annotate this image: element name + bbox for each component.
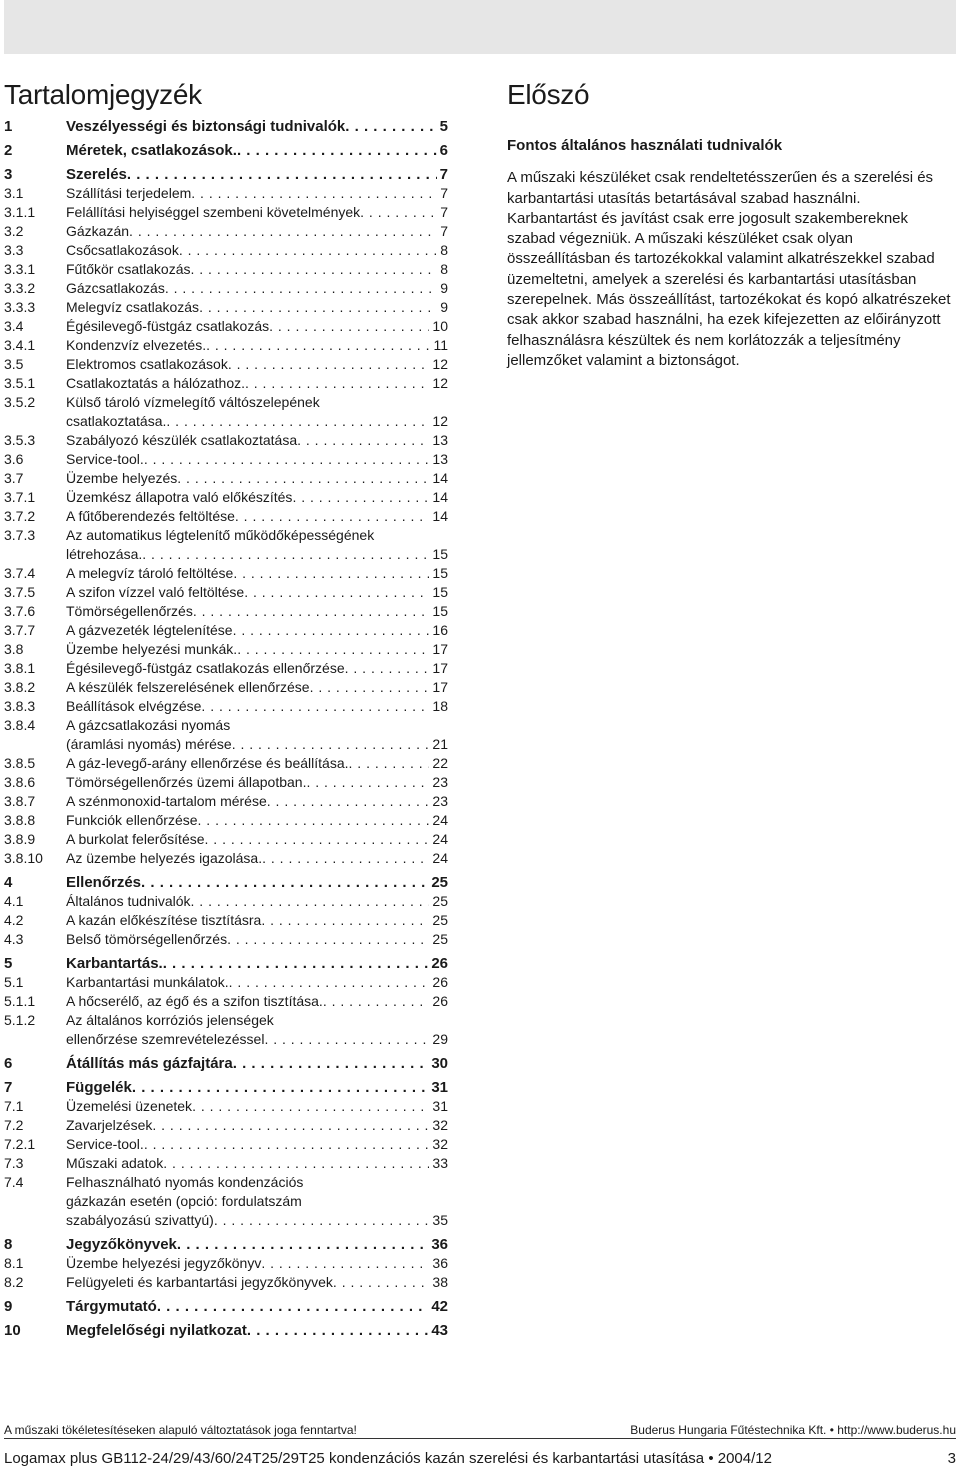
toc-entry[interactable] [4, 374, 448, 393]
toc-entry-page: 22 [432, 755, 448, 771]
toc-leader-dots [232, 735, 430, 754]
toc-entry-page: 8 [440, 242, 448, 258]
toc-entry-title: Üzemkész állapotra való előkészítés [66, 489, 293, 505]
toc-entry-number: 3.8.10 [4, 850, 43, 866]
toc-entry-number: 7 [4, 1079, 13, 1096]
toc-entry-number: 7.1 [4, 1098, 24, 1114]
toc-entry[interactable] [4, 1273, 448, 1292]
foreword-subtitle: Fontos általános használati tudnivalók [507, 137, 783, 154]
toc-leader-dots [245, 374, 429, 393]
toc-leader-dots [267, 792, 430, 811]
toc-entry-number: 4.3 [4, 931, 24, 947]
toc-entry-page: 42 [431, 1298, 448, 1315]
toc-entry[interactable] [4, 203, 448, 222]
toc-entry[interactable] [4, 621, 448, 640]
toc-leader-dots [191, 260, 438, 279]
toc-entry[interactable] [4, 811, 448, 830]
toc-entry-number: 3.7 [4, 470, 24, 486]
toc-entry-page: 13 [432, 432, 448, 448]
toc-entry-number: 3.5 [4, 356, 24, 372]
toc-entry[interactable] [4, 659, 448, 678]
toc-entry-title: Belső tömörségellenőrzés [66, 931, 228, 947]
toc-entry-number: 3.8.8 [4, 812, 36, 828]
toc-entry[interactable] [4, 1321, 448, 1340]
toc-entry[interactable] [4, 1011, 448, 1049]
toc-entry-page: 12 [432, 413, 448, 429]
toc-entry-page: 31 [431, 1079, 448, 1096]
toc-entry-page: 25 [432, 893, 448, 909]
toc-entry-page: 15 [432, 565, 448, 581]
toc-entry-title: Méretek, csatlakozások. [66, 142, 237, 159]
toc-entry[interactable] [4, 431, 448, 450]
foreword-title: Előszó [507, 79, 590, 110]
toc-entry-number: 5 [4, 955, 13, 972]
toc-leader-dots [345, 659, 430, 678]
toc-leader-dots [233, 621, 430, 640]
toc-entry-title: Service-tool. [66, 451, 144, 467]
toc-leader-dots [323, 992, 430, 1011]
toc-entry-title: Szerelés [66, 166, 127, 183]
toc-entry-title: Beállítások elvégzése [66, 698, 202, 714]
toc-entry-number: 3.8.2 [4, 679, 36, 695]
toc-leader-dots [228, 355, 430, 374]
toc-entry-page: 8 [440, 261, 448, 277]
toc-leader-dots [157, 1297, 428, 1316]
toc-entry[interactable] [4, 1116, 448, 1135]
toc-entry-number: 7.4 [4, 1174, 24, 1190]
toc-entry-number: 3.1 [4, 185, 24, 201]
toc-entry-page: 5 [439, 118, 448, 135]
toc-entry-title: ellenőrzése szemrevételezéssel [66, 1031, 265, 1047]
toc-entry-title: A készülék felszerelésének ellenőrzése [66, 679, 310, 695]
toc-entry[interactable] [4, 1078, 448, 1097]
toc-entry-title: A gázvezeték légtelenítése [66, 622, 233, 638]
toc-leader-dots [191, 892, 430, 911]
toc-entry-number: 5.1.1 [4, 993, 36, 1009]
toc-entry-page: 36 [431, 1236, 448, 1253]
toc-leader-dots [192, 1097, 429, 1116]
foreword-section [507, 136, 959, 371]
toc-entry[interactable] [4, 849, 448, 868]
toc-entry-page: 9 [440, 299, 448, 315]
toc-entry[interactable] [4, 1173, 448, 1230]
page-number: 3 [947, 1450, 956, 1467]
toc-entry-page: 35 [432, 1212, 448, 1228]
toc-entry-title: Gázcsatlakozás [66, 280, 165, 296]
toc-leader-dots [227, 930, 429, 949]
toc-entry[interactable] [4, 1297, 448, 1316]
toc-entry-title: A gázcsatlakozási nyomás [66, 717, 231, 733]
toc-entry-number: 1 [4, 118, 13, 135]
toc-leader-dots [127, 165, 437, 184]
toc-entry[interactable] [4, 355, 448, 374]
toc-entry-title: Felügyeleti és karbantartási jegyzőkönyvek [66, 1274, 333, 1290]
toc-entry-title: Tömörségellenőrzés [66, 603, 193, 619]
toc-entry[interactable] [4, 1154, 448, 1173]
toc-entry-title: Zavarjelzések [66, 1117, 153, 1133]
toc-entry-number: 3.2 [4, 223, 24, 239]
toc-entry-title: Az üzembe helyezés igazolása. [66, 850, 263, 866]
toc-leader-dots [261, 1254, 429, 1273]
toc-leader-dots [163, 954, 429, 973]
toc-leader-dots [244, 583, 429, 602]
toc-entry[interactable] [4, 222, 448, 241]
toc-entry-number: 3.8.7 [4, 793, 36, 809]
toc-leader-dots [345, 117, 436, 136]
toc-entry-title: Felállítási helyiséggel szembeni követelmények [66, 204, 361, 220]
toc-entry[interactable] [4, 640, 448, 659]
toc-leader-dots [166, 412, 429, 431]
toc-entry-number: 8 [4, 1236, 13, 1253]
toc-entry-title: Üzemelési üzenetek [66, 1098, 193, 1114]
toc-entry-page: 25 [432, 912, 448, 928]
toc-entry[interactable] [4, 393, 448, 431]
toc-entry-title: szabályozású szivattyú) [66, 1212, 214, 1228]
toc-entry-title: A gáz-levegő-arány ellenőrzése és beállítása. [66, 755, 349, 771]
footer-disclaimer: A műszaki tökéletesítéseken alapuló változtatások joga fenntartva! [4, 1423, 357, 1437]
toc-entry-page: 17 [432, 660, 448, 676]
toc-entry-number: 3.8 [4, 641, 24, 657]
toc-leader-dots [269, 317, 429, 336]
toc-entry[interactable] [4, 184, 448, 203]
toc-entry[interactable] [4, 165, 448, 184]
toc-entry-title: Az általános korróziós jelenségek [66, 1012, 274, 1028]
toc-leader-dots [206, 336, 430, 355]
toc-entry-number: 3.3.3 [4, 299, 36, 315]
toc-entry-title: A szifon vízzel való feltöltése [66, 584, 245, 600]
toc-entry-title: Tömörségellenőrzés üzemi állapotban. [66, 774, 307, 790]
toc-entry[interactable] [4, 141, 448, 160]
toc-entry-page: 29 [432, 1031, 448, 1047]
toc-entry-page: 25 [431, 874, 448, 891]
toc-entry-number: 7.3 [4, 1155, 24, 1171]
toc-entry-number: 5.1.2 [4, 1012, 36, 1028]
toc-entry-number: 3.7.4 [4, 565, 36, 581]
toc-entry[interactable] [4, 241, 448, 260]
toc-entry-title: Fűtőkör csatlakozás [66, 261, 191, 277]
toc-entry-page: 18 [432, 698, 448, 714]
toc-entry[interactable] [4, 260, 448, 279]
toc-entry-page: 26 [432, 974, 448, 990]
toc-leader-dots [264, 1030, 429, 1049]
toc-entry-title: Az automatikus légtelenítő működőképességének [66, 527, 375, 543]
toc-entry[interactable] [4, 317, 448, 336]
toc-entry-number: 3.8.4 [4, 717, 36, 733]
toc-entry-title: A szénmonoxid-tartalom mérése [66, 793, 267, 809]
toc-leader-dots [247, 1321, 428, 1340]
toc-entry-title: Égésilevegő-füstgáz csatlakozás ellenőrzése [66, 660, 345, 676]
toc-entry-title: Üzembe helyezés [66, 470, 178, 486]
toc-entry-title: Felhasználható nyomás kondenzációs [66, 1174, 304, 1190]
toc-leader-dots [199, 298, 437, 317]
toc-entry-title: Gázkazán [66, 223, 130, 239]
toc-leader-dots [310, 678, 430, 697]
toc-entry-number: 4 [4, 874, 13, 891]
footer-company: Buderus Hungaria Fűtéstechnika Kft. • http://www.buderus.hu [630, 1423, 956, 1437]
toc-entry-page: 6 [439, 142, 448, 159]
toc-entry-title: Kondenzvíz elvezetés. [66, 337, 207, 353]
toc-leader-dots [233, 564, 429, 583]
toc-entry-number: 4.1 [4, 893, 24, 909]
toc-leader-dots [235, 507, 430, 526]
toc-entry-title: A fűtőberendezés feltöltése [66, 508, 235, 524]
toc-entry-number: 9 [4, 1298, 13, 1315]
toc-entry-number: 3.5.1 [4, 375, 36, 391]
toc-leader-dots [306, 773, 429, 792]
toc-leader-dots [152, 1116, 429, 1135]
toc-entry-number: 3.7.2 [4, 508, 36, 524]
toc-entry-title: Csőcsatlakozások [66, 242, 179, 258]
toc-leader-dots [261, 911, 429, 930]
toc-leader-dots [144, 1135, 430, 1154]
toc-entry-title: Ellenőrzés [66, 874, 142, 891]
toc-entry-title: Csatlakoztatás a hálózathoz. [66, 375, 245, 391]
toc-entry-page: 32 [432, 1117, 448, 1133]
toc-leader-dots [129, 222, 437, 241]
toc-entry-page: 24 [432, 812, 448, 828]
toc-entry[interactable] [4, 973, 448, 992]
toc-entry-page: 14 [432, 489, 448, 505]
toc-entry-title: létrehozása. [66, 546, 143, 562]
toc-entry-number: 3.7.7 [4, 622, 36, 638]
toc-entry-number: 3.5.2 [4, 394, 36, 410]
toc-entry[interactable] [4, 602, 448, 621]
toc-entry[interactable] [4, 754, 448, 773]
toc-entry-number: 7.2 [4, 1117, 24, 1133]
toc-entry-number: 3.5.3 [4, 432, 36, 448]
toc-entry-page: 38 [432, 1274, 448, 1290]
toc-leader-dots [262, 849, 429, 868]
toc-entry-page: 30 [431, 1055, 448, 1072]
toc-entry-title: Égésilevegő-füstgáz csatlakozás [66, 318, 270, 334]
toc-entry-page: 10 [432, 318, 448, 334]
toc-entry-number: 10 [4, 1322, 21, 1339]
toc-entry-number: 3.8.5 [4, 755, 36, 771]
toc-entry[interactable] [4, 298, 448, 317]
toc-entry-title: gázkazán esetén (opció: fordulatszám [66, 1193, 302, 1209]
foreword-paragraph: A műszaki készüléket csak rendeltetésszerűen és a szerelési és karbantartási utasítás betartásával szabad használni. [507, 169, 934, 207]
footer-divider [4, 1438, 956, 1439]
toc-entry-page: 13 [432, 451, 448, 467]
toc-entry[interactable] [4, 954, 448, 973]
toc-leader-dots [214, 1211, 430, 1230]
toc-entry-page: 9 [440, 280, 448, 296]
toc-leader-dots [179, 241, 437, 260]
toc-entry-number: 6 [4, 1055, 13, 1072]
toc-entry-page: 31 [432, 1098, 448, 1114]
toc-entry[interactable] [4, 678, 448, 697]
toc-entry-title: Függelék [66, 1079, 132, 1096]
table-of-contents [4, 117, 448, 1340]
toc-entry-number: 3 [4, 166, 13, 183]
toc-entry-page: 43 [431, 1322, 448, 1339]
toc-leader-dots [333, 1273, 430, 1292]
toc-entry[interactable] [4, 1254, 448, 1273]
toc-entry-title: A melegvíz tároló feltöltése [66, 565, 234, 581]
toc-entry[interactable] [4, 488, 448, 507]
toc-leader-dots [201, 697, 429, 716]
toc-entry-number: 3.4.1 [4, 337, 36, 353]
toc-entry-page: 33 [432, 1155, 448, 1171]
toc-entry-page: 26 [431, 955, 448, 972]
toc-entry-title: Szállítási terjedelem [66, 185, 192, 201]
toc-entry[interactable] [4, 773, 448, 792]
toc-entry-title: A burkolat felerősítése [66, 831, 205, 847]
toc-entry-page: 23 [432, 774, 448, 790]
toc-entry[interactable] [4, 469, 448, 488]
toc-entry-number: 4.2 [4, 912, 24, 928]
top-gray-band [4, 0, 956, 54]
toc-entry-page: 12 [432, 356, 448, 372]
toc-entry-number: 3.8.1 [4, 660, 36, 676]
toc-entry[interactable] [4, 992, 448, 1011]
toc-entry-title: Service-tool. [66, 1136, 144, 1152]
toc-entry-page: 21 [432, 736, 448, 752]
toc-entry[interactable] [4, 892, 448, 911]
toc-entry[interactable] [4, 279, 448, 298]
toc-entry-title: csatlakoztatása. [66, 413, 167, 429]
toc-entry[interactable] [4, 930, 448, 949]
toc-entry[interactable] [4, 830, 448, 849]
toc-entry-title: Megfelelőségi nyilatkozat [66, 1322, 247, 1339]
toc-entry-page: 7 [439, 166, 448, 183]
toc-leader-dots [229, 973, 430, 992]
toc-entry-number: 3.4 [4, 318, 24, 334]
toc-leader-dots [349, 754, 430, 773]
toc-entry-page: 17 [432, 641, 448, 657]
toc-entry-page: 7 [440, 185, 448, 201]
toc-entry-page: 24 [432, 850, 448, 866]
toc-entry[interactable] [4, 336, 448, 355]
toc-entry-number: 3.3 [4, 242, 24, 258]
toc-entry-number: 7.2.1 [4, 1136, 36, 1152]
toc-entry-number: 3.7.3 [4, 527, 36, 543]
toc-leader-dots [165, 279, 437, 298]
toc-entry-title: Jegyzőkönyvek [66, 1236, 177, 1253]
toc-entry[interactable] [4, 716, 448, 754]
toc-entry-number: 2 [4, 142, 13, 159]
toc-entry-title: Karbantartás. [66, 955, 163, 972]
toc-entry[interactable] [4, 583, 448, 602]
toc-leader-dots [198, 811, 430, 830]
toc-entry-title: Üzembe helyezési munkák. [66, 641, 238, 657]
toc-entry-page: 15 [432, 546, 448, 562]
toc-entry-page: 14 [432, 508, 448, 524]
footer-document-title: Logamax plus GB112-24/29/43/60/24T25/29T25 kondenzációs kazán szerelési és karbantartási utasítása • 2004/12 [4, 1450, 772, 1467]
toc-entry-page: 15 [432, 603, 448, 619]
toc-entry[interactable] [4, 792, 448, 811]
toc-entry-page: 23 [432, 793, 448, 809]
toc-leader-dots [233, 1054, 429, 1073]
toc-entry-number: 3.3.1 [4, 261, 36, 277]
toc-entry-title: Elektromos csatlakozások [66, 356, 228, 372]
toc-entry-title: Üzembe helyezési jegyzőkönyv [66, 1255, 262, 1271]
toc-entry[interactable] [4, 1097, 448, 1116]
toc-entry[interactable] [4, 873, 448, 892]
toc-entry[interactable] [4, 1054, 448, 1073]
toc-entry-number: 5.1 [4, 974, 24, 990]
toc-entry-number: 3.8.9 [4, 831, 36, 847]
toc-entry-number: 3.7.1 [4, 489, 36, 505]
toc-entry-title: Tárgymutató [66, 1298, 157, 1315]
toc-entry-number: 8.1 [4, 1255, 24, 1271]
toc-leader-dots [142, 545, 429, 564]
toc-entry-number: 3.6 [4, 451, 24, 467]
toc-entry[interactable] [4, 117, 448, 136]
toc-leader-dots [132, 1078, 428, 1097]
toc-entry-title: Szabályozó készülék csatlakoztatása [66, 432, 298, 448]
toc-entry-title: Átállítás más gázfajtára [66, 1055, 233, 1072]
toc-entry-page: 36 [432, 1255, 448, 1271]
toc-entry-page: 16 [432, 622, 448, 638]
toc-entry-number: 3.3.2 [4, 280, 36, 296]
toc-leader-dots [177, 1235, 428, 1254]
toc-entry-number: 3.8.3 [4, 698, 36, 714]
toc-entry-number: 8.2 [4, 1274, 24, 1290]
toc-leader-dots [237, 141, 437, 160]
toc-entry[interactable] [4, 1235, 448, 1254]
toc-entry-number: 3.7.6 [4, 603, 36, 619]
toc-entry-title: A hőcserélő, az égő és a szifon tisztítása. [66, 993, 323, 1009]
toc-entry-title: Melegvíz csatlakozás [66, 299, 200, 315]
toc-title: Tartalomjegyzék [4, 79, 202, 110]
toc-entry-title: Külső tároló vízmelegítő váltószelepének [66, 394, 320, 410]
toc-leader-dots [360, 203, 437, 222]
toc-entry-page: 12 [432, 375, 448, 391]
toc-entry-title: A kazán előkészítése tisztításra [66, 912, 262, 928]
toc-entry-number: 3.7.5 [4, 584, 36, 600]
toc-entry-page: 26 [432, 993, 448, 1009]
toc-entry[interactable] [4, 911, 448, 930]
toc-leader-dots [237, 640, 429, 659]
toc-entry-title: Karbantartási munkálatok. [66, 974, 229, 990]
toc-leader-dots [163, 1154, 429, 1173]
toc-entry-number: 3.1.1 [4, 204, 36, 220]
toc-leader-dots [297, 431, 429, 450]
toc-entry-title: Veszélyességi és biztonsági tudnivalók [66, 118, 346, 135]
toc-entry[interactable] [4, 697, 448, 716]
toc-entry-page: 24 [432, 831, 448, 847]
toc-entry-page: 25 [432, 931, 448, 947]
toc-entry-page: 11 [433, 337, 448, 353]
toc-entry-title: Általános tudnivalók [66, 893, 191, 909]
toc-leader-dots [292, 488, 429, 507]
toc-entry-page: 7 [440, 204, 448, 220]
toc-entry-title: (áramlási nyomás) mérése [66, 736, 232, 752]
toc-entry-title: Funkciók ellenőrzése [66, 812, 198, 828]
toc-entry[interactable] [4, 507, 448, 526]
foreword-paragraph: Karbantartást és javítást csak erre jogosult szakembereknek szabad végezniük. A műszaki készüléket csak olyan összeállításban és tartozékokkal valamint alkatrészekkel szabad üzemeltetni, amelyek a szerelési és karbantartási utasításban szerepelnek. Más összeállítást, tartozékokat és kopó alkatrészeket csak akkor szabad használni, ha ezek kifejezetten az előirányzott felhasználásra készültek és nem korlátozzák a teljesítmény jellemzőket valamint a biztonságot. [507, 209, 951, 369]
toc-entry-page: 17 [432, 679, 448, 695]
toc-entry-page: 7 [440, 223, 448, 239]
toc-entry-page: 32 [432, 1136, 448, 1152]
toc-entry[interactable] [4, 1135, 448, 1154]
toc-leader-dots [141, 873, 428, 892]
toc-leader-dots [177, 469, 429, 488]
toc-leader-dots [191, 184, 437, 203]
toc-leader-dots [193, 602, 430, 621]
toc-entry-title: Műszaki adatok [66, 1155, 164, 1171]
toc-entry-page: 14 [432, 470, 448, 486]
toc-entry[interactable] [4, 450, 448, 469]
toc-entry[interactable] [4, 564, 448, 583]
toc-leader-dots [205, 830, 430, 849]
toc-entry[interactable] [4, 526, 448, 564]
toc-entry-number: 3.8.6 [4, 774, 36, 790]
toc-entry-page: 15 [432, 584, 448, 600]
toc-leader-dots [144, 450, 430, 469]
